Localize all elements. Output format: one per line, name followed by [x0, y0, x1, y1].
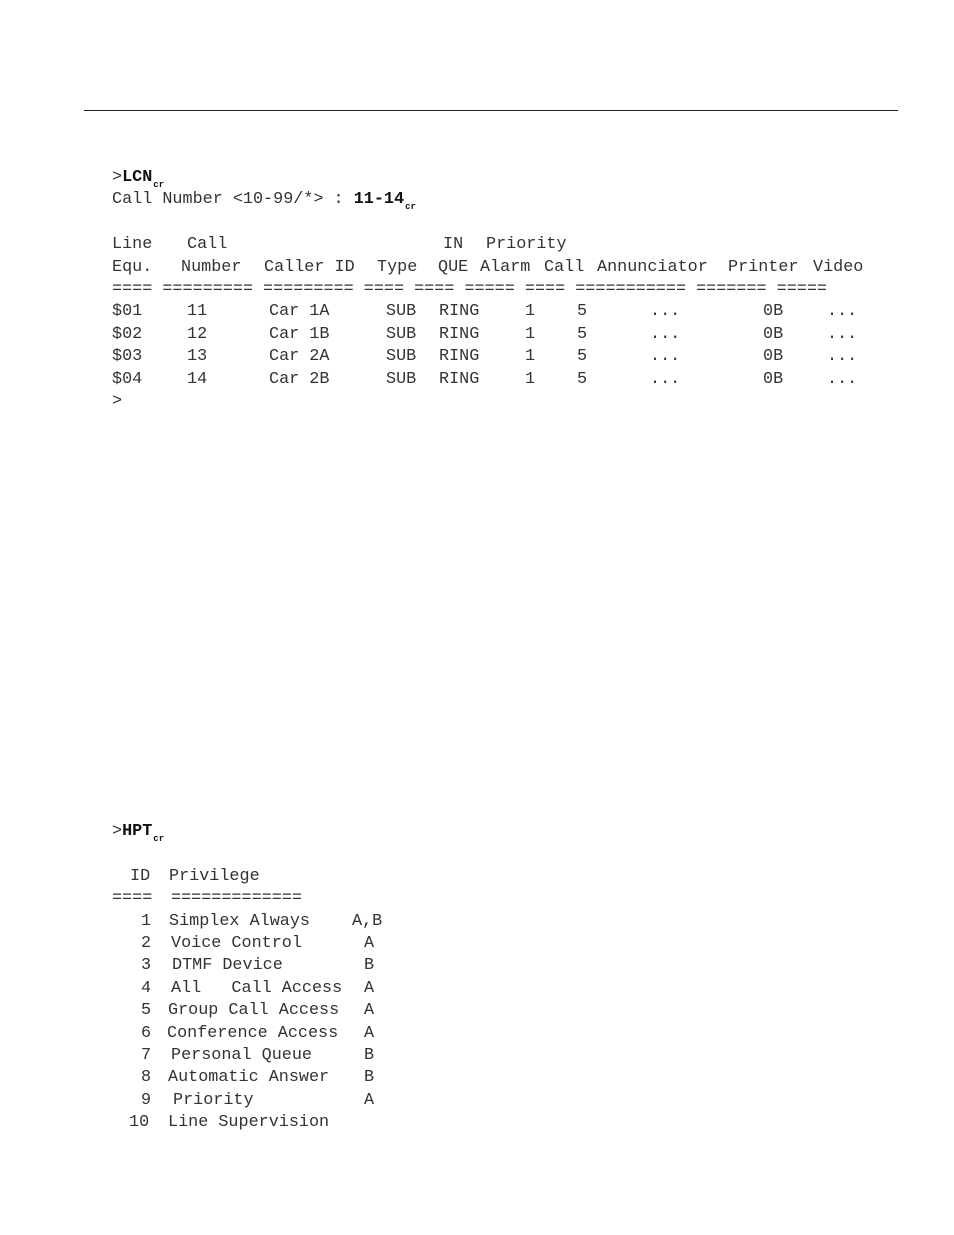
cell-que: RING	[439, 324, 480, 344]
list-item	[112, 1000, 375, 1022]
col-header-call-priority: Call	[544, 257, 585, 277]
privilege-value: A	[364, 978, 375, 998]
cell-equ: $02	[112, 324, 143, 344]
col-header-caller-id: Caller ID	[264, 257, 355, 277]
cell-printer: 0B	[763, 347, 784, 367]
privilege-name: Priority	[173, 1090, 254, 1110]
privilege-name: Automatic Answer	[168, 1068, 330, 1088]
carriage-return-marker: cr	[153, 834, 165, 844]
cell-equ: $04	[112, 369, 143, 389]
hpt-command-line	[112, 821, 164, 843]
cell-number: 11	[187, 302, 208, 322]
col-header-number: Number	[181, 257, 242, 277]
table-header-row-2	[112, 257, 864, 279]
prompt-symbol: >	[112, 391, 123, 411]
privilege-value: A	[364, 933, 375, 953]
privilege-name: Voice Control	[171, 933, 302, 953]
table-separator	[112, 279, 827, 301]
col-header-line: Line	[112, 235, 153, 255]
col-header-printer: Printer	[728, 257, 799, 277]
list-item	[112, 911, 383, 933]
prompt-symbol: >	[112, 822, 123, 841]
separator-id: ====	[112, 889, 153, 909]
table-header-row-1	[112, 234, 567, 256]
privilege-value: A	[364, 1023, 375, 1043]
list-item	[112, 955, 375, 977]
cell-printer: 0B	[763, 369, 784, 389]
privilege-name: Personal Queue	[171, 1045, 312, 1065]
list-item	[112, 1112, 330, 1134]
call-number-prompt-line	[112, 189, 416, 211]
lcn-command-line	[112, 167, 416, 189]
privilege-id: 4	[141, 978, 152, 998]
table-row	[112, 369, 858, 391]
col-header-video: Video	[813, 257, 864, 277]
list-item	[112, 933, 375, 955]
privilege-id: 1	[141, 911, 152, 931]
cell-alarm: 1	[525, 347, 536, 367]
privilege-header-row	[112, 866, 260, 888]
cell-type: SUB	[386, 302, 417, 322]
privilege-id: 9	[141, 1090, 152, 1110]
privilege-name: Simplex Always	[169, 911, 310, 931]
privilege-id: 8	[141, 1068, 152, 1088]
col-header-priority: Priority	[486, 235, 567, 255]
privilege-value: B	[364, 1045, 375, 1065]
privilege-id: 10	[129, 1113, 150, 1133]
cell-call: 5	[577, 324, 588, 344]
blank-line	[112, 212, 416, 234]
call-number-input: 11-14	[353, 190, 405, 210]
cell-annunciator: ...	[650, 347, 681, 367]
lcn-terminal-block	[112, 167, 864, 413]
privilege-name: Group Call Access	[168, 1001, 340, 1021]
hpt-command: HPT	[122, 822, 153, 841]
cell-caller-id: Car 2B	[269, 369, 330, 389]
table-row	[112, 301, 858, 323]
privilege-value: A	[364, 1090, 375, 1110]
separator-privilege: =============	[171, 889, 302, 909]
privilege-id: 6	[141, 1023, 152, 1043]
cell-que: RING	[439, 369, 480, 389]
header-rule	[84, 110, 898, 111]
cell-type: SUB	[386, 324, 417, 344]
prompt-symbol: >	[112, 168, 123, 187]
hpt-terminal-block	[112, 821, 383, 1134]
cell-annunciator: ...	[650, 324, 681, 344]
privilege-value: B	[364, 1068, 375, 1088]
list-item	[112, 978, 375, 1000]
privilege-separator	[112, 888, 302, 910]
privilege-id: 5	[141, 1001, 152, 1021]
col-header-equ: Equ.	[112, 257, 153, 277]
privilege-name: DTMF Device	[172, 956, 283, 976]
col-header-id: ID	[130, 866, 151, 886]
col-header-privilege: Privilege	[169, 866, 260, 886]
cell-caller-id: Car 1A	[269, 302, 330, 322]
privilege-value: B	[364, 956, 375, 976]
cell-video: ...	[827, 369, 858, 389]
call-number-prompt: Call Number <10-99/*> :	[112, 190, 354, 210]
col-header-que: QUE	[438, 257, 469, 277]
col-header-alarm: Alarm	[480, 257, 531, 277]
table-row	[112, 324, 858, 346]
cell-call: 5	[577, 347, 588, 367]
privilege-id: 2	[141, 933, 152, 953]
list-item	[112, 1090, 375, 1112]
cell-number: 14	[187, 369, 208, 389]
cell-call: 5	[577, 369, 588, 389]
cell-video: ...	[827, 302, 858, 322]
privilege-value: A,B	[352, 911, 383, 931]
privilege-name: Line Supervision	[168, 1113, 330, 1133]
cell-video: ...	[827, 324, 858, 344]
cell-equ: $03	[112, 347, 143, 367]
privilege-value: A	[364, 1001, 375, 1021]
carriage-return-marker: cr	[405, 202, 416, 213]
cell-type: SUB	[386, 347, 417, 367]
list-item	[112, 1023, 375, 1045]
col-header-annunciator: Annunciator	[597, 257, 708, 277]
cell-que: RING	[439, 302, 480, 322]
table-row	[112, 346, 858, 368]
cell-number: 12	[187, 324, 208, 344]
cell-video: ...	[827, 347, 858, 367]
cell-caller-id: Car 1B	[269, 324, 330, 344]
cell-number: 13	[187, 347, 208, 367]
cell-type: SUB	[386, 369, 417, 389]
privilege-name: Conference Access	[167, 1023, 339, 1043]
list-item	[112, 1045, 375, 1067]
separator-text: ==== ========= ========= ==== ==== ===== ==== =========== ======= =====	[112, 279, 827, 299]
col-header-call: Call	[187, 235, 228, 255]
cell-caller-id: Car 2A	[269, 347, 330, 367]
lcn-command: LCN	[122, 168, 153, 187]
list-item	[112, 1067, 375, 1089]
cell-printer: 0B	[763, 324, 784, 344]
cell-alarm: 1	[525, 324, 536, 344]
cell-que: RING	[439, 347, 480, 367]
cell-annunciator: ...	[650, 302, 681, 322]
cell-equ: $01	[112, 302, 143, 322]
cell-alarm: 1	[525, 369, 536, 389]
cell-printer: 0B	[763, 302, 784, 322]
privilege-id: 3	[141, 956, 152, 976]
cell-call: 5	[577, 302, 588, 322]
col-header-type: Type	[377, 257, 418, 277]
cell-alarm: 1	[525, 302, 536, 322]
carriage-return-marker: cr	[153, 180, 165, 190]
privilege-name: All Call Access	[171, 978, 343, 998]
col-header-in: IN	[443, 235, 464, 255]
cell-annunciator: ...	[650, 369, 681, 389]
blank-line	[112, 843, 164, 865]
end-prompt-line	[112, 391, 416, 413]
privilege-id: 7	[141, 1045, 152, 1065]
